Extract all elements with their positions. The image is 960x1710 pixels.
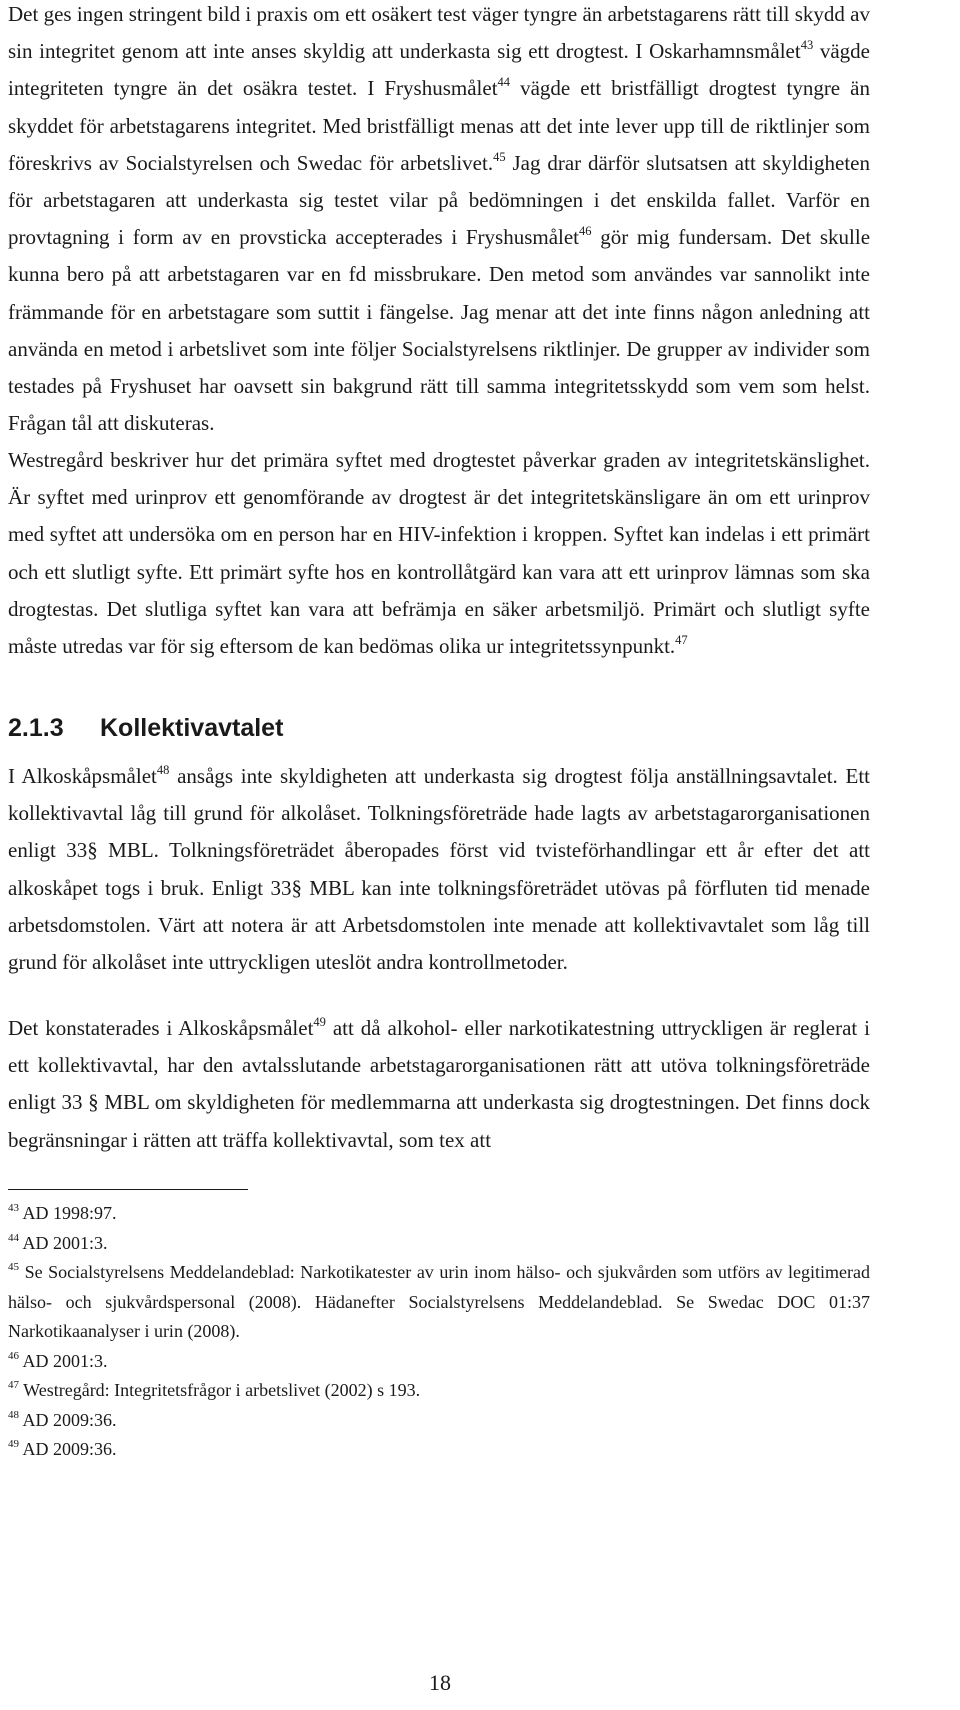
footnote-ref[interactable]: 49 — [313, 1015, 326, 1029]
footnote-mark: 45 — [8, 1261, 19, 1273]
paragraph-text: att då alkohol- eller narkotikatestning uttryckligen är reglerat i ett kollektivavtal, har den avtalsslutande arbetstagarorganisationen rätt att utöva tolkningsföreträde enligt 33 § MBL om skyldigheten för medlemmarna att underkasta sig drogtestningen. Det finns dock begränsningar i rätten att träffa kollektivavtal, som tex att — [8, 1016, 870, 1152]
paragraph-text: I Alkoskåpsmålet — [8, 764, 157, 788]
paragraph-text: gör mig fundersam. Det skulle kunna bero på att arbetstagaren var en fd missbrukare. Den metod som användes var sannolikt inte främmande för en arbetstagare som suttit i fängelse. Jag menar att det inte finns någon anledning att använda en metod i arbetslivet som inte följer Socialstyrelsens riktlinjer. De grupper av individer som testades på Fryshuset har oavsett sin bakgrund rätt till samma integritetsskydd som vem som helst. Frågan tål att diskuteras. — [8, 225, 871, 436]
paragraph-text: Jag drar därför slutsatsen att skyldigheten för arbetstagaren att underkasta sig testet vilar på bedömningen i det enskilda fallet. Varför en provtagning i form av en provsticka accepterades i Fryshusmålet — [8, 150, 870, 250]
footnote-48 — [8, 1406, 870, 1436]
footnote-46 — [8, 1347, 870, 1377]
section-heading — [8, 710, 283, 746]
footnote-ref[interactable]: 46 — [579, 224, 592, 239]
footnote-47 — [8, 1376, 870, 1406]
footnote-text: Westregård: Integritetsfrågor i arbetslivet (2002) s 193. — [19, 1380, 421, 1400]
footnote-mark: 44 — [8, 1231, 19, 1244]
paragraph-text: Det konstaterades i Alkoskåpsmålet — [8, 1016, 314, 1040]
footnote-mark: 48 — [8, 1408, 19, 1421]
footnote-mark: 47 — [8, 1379, 19, 1391]
footnote-45 — [8, 1258, 870, 1347]
footnote-mark: 43 — [8, 1202, 19, 1214]
footnote-43 — [8, 1199, 870, 1229]
footnote-44 — [8, 1229, 870, 1259]
paragraph-konstaterades — [8, 1010, 870, 1159]
footnotes — [8, 1199, 870, 1465]
paragraph-westregard — [8, 442, 870, 665]
page-number: 18 — [429, 1670, 451, 1695]
footnote-mark: 49 — [8, 1438, 19, 1450]
footnote-ref[interactable]: 45 — [493, 149, 506, 164]
footnote-ref[interactable]: 48 — [156, 763, 170, 777]
paragraph-text: vägde ett bristfälligt drogtest tyngre än skyddet för arbetstagarens integritet. Med bristfälligt menas att det inte lever upp till de riktlinjer som föreskrivs av Socialstyrelsen och Swedac för arbetslivet. — [8, 76, 870, 175]
footnote-ref[interactable]: 43 — [800, 38, 814, 53]
paragraph-alkoskap — [8, 758, 870, 981]
footnote-ref[interactable]: 44 — [497, 75, 511, 90]
footnote-text: AD 2001:3. — [19, 1350, 108, 1371]
footnote-mark: 46 — [8, 1349, 19, 1362]
footnote-text: AD 2009:36. — [19, 1409, 117, 1430]
footnote-text: AD 2009:36. — [19, 1439, 117, 1459]
footnote-text: AD 1998:97. — [19, 1203, 117, 1223]
paragraph-text: Westregård beskriver hur det primära syftet med drogtestet påverkar graden av integritetskänslighet. Är syftet med urinprov ett genomförande av drogtest är det integritetskänsligare än om ett urinprov med syftet att undersöka om en person har en HIV-infektion i kroppen. Syftet kan indelas i ett primärt och ett slutligt syfte. Ett primärt syfte hos en kontrollåtgärd kan vara att ett urinprov lämnas som ska drogtestas. Det slutliga syftet kan vara att befrämja en säker arbetsmiljö. Primärt och slutligt syfte måste utredas var för sig eftersom de kan bedömas olika ur integritetssynpunkt. — [8, 448, 870, 659]
paragraph-text: ansågs inte skyldigheten att underkasta sig drogtest följa anställningsavtalet. Ett kollektivavtal låg till grund för alkolåset. Tolkningsföreträde hade lagts av arbetstagarorganisationen enligt 33§ MBL. Tolkningsföreträdet åberopades först vid tvisteförhandlingar ett år efter det att alkoskåpet togs i bruk. Enligt 33§ MBL kan inte tolkningsföreträdet utövas på förfluten tid menade arbetsdomstolen. Värt att notera är att Arbetsdomstolen inte menade att kollektivavtalet som låg till grund för alkolåset inte uttryckligen uteslöt andra kontrollmetoder. — [8, 764, 870, 975]
section-number: 2.1.3 — [8, 714, 64, 742]
footnote-text: Se Socialstyrelsens Meddelandeblad: Narkotikatester av urin inom hälso- och sjukvården som utförs av legitimerad hälso- och sjukvårdspersonal (2008). Hädanefter Socialstyrelsens Meddelandeblad. Se Swedac DOC 01:37 Narkotikaanalyser i urin (2008). — [8, 1262, 870, 1341]
paragraph-text: Det ges ingen stringent bild i praxis om ett osäkert test väger tyngre än arbetstagarens rätt till skydd av sin integritet genom att inte anses skyldig att underkasta sig ett drogtest. I Oskarhamnsmålet — [8, 2, 870, 64]
paragraph-text: vägde integriteten tyngre än det osäkra testet. I Fryshusmålet — [8, 39, 870, 101]
footnote-separator — [8, 1189, 248, 1190]
footnote-49 — [8, 1435, 870, 1465]
footnote-text: AD 2001:3. — [19, 1232, 108, 1253]
section-title: Kollektivavtalet — [100, 714, 284, 742]
footnote-ref[interactable]: 47 — [675, 633, 688, 648]
paragraph-praxis — [8, 0, 870, 442]
